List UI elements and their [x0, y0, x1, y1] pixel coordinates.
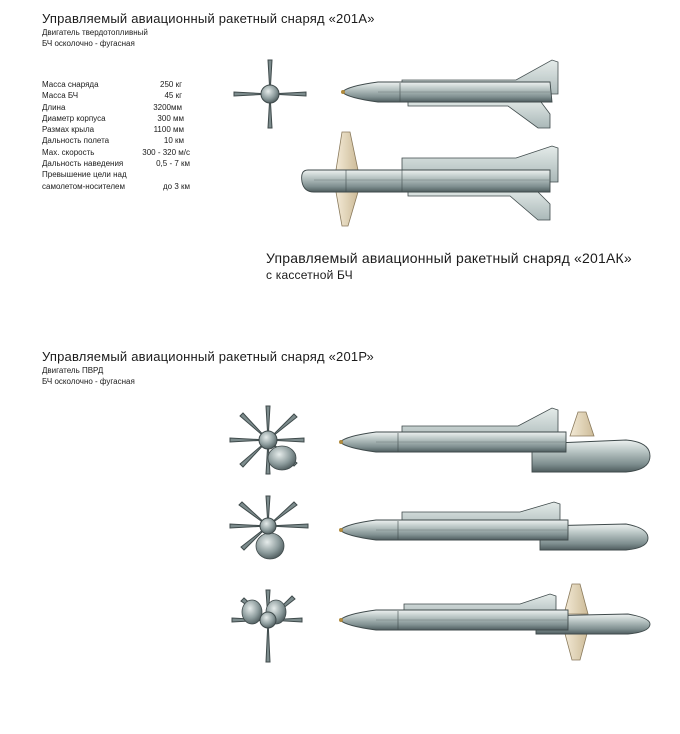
spec-value: 1100 мм [153, 125, 184, 135]
spec-value: 45 кг [164, 91, 182, 101]
spec-value: 250 кг [160, 80, 182, 89]
engine-201r: Двигатель ПВРД [42, 366, 104, 375]
missile-201a-side-view [338, 56, 570, 132]
missile-201r-front-view-3 [232, 590, 304, 664]
spec-row [42, 135, 190, 146]
title-201a: Управляемый авиационный ракетный снаряд «201А» [42, 11, 375, 26]
spec-value: 10 км [163, 136, 184, 146]
spec-row [42, 124, 190, 135]
spec-row [42, 79, 190, 90]
spec-row [42, 169, 190, 180]
spec-value: 300 - 320 м/с [142, 147, 190, 157]
spec-value: 0,5 - 7 км [156, 159, 190, 169]
warhead-201r: БЧ осколочно - фугасная [42, 377, 135, 386]
spec-label: Дальность наведения [42, 159, 124, 169]
spec-label: самолетом-носителем [42, 181, 125, 191]
spec-label: Размах крыла [42, 125, 95, 135]
engine-201a: Двигатель твердотопливный [42, 28, 148, 37]
title-201ak: Управляемый авиационный ракетный снаряд «201АК» [266, 250, 632, 266]
spec-value: 300 мм [157, 113, 184, 123]
spec-table-201a [42, 79, 190, 192]
spec-row [42, 113, 190, 124]
spec-row [42, 147, 190, 158]
missile-201r-front-view-2 [230, 496, 310, 562]
spec-label: Длина [42, 102, 66, 112]
spec-label: Мах. скорость [42, 147, 95, 157]
spec-row [42, 181, 190, 192]
spec-label: Масса БЧ [42, 91, 79, 101]
spec-label: Масса снаряда [42, 80, 99, 89]
missile-201ak-side-view [298, 130, 570, 232]
spec-label: Дальность полета [42, 136, 110, 146]
subtitle-201ak: с кассетной БЧ [266, 268, 353, 282]
missile-201r-side-view-2 [336, 500, 656, 560]
missile-201a-front-view [232, 58, 308, 130]
spec-label: Диаметр корпуса [42, 113, 106, 123]
missile-201r-side-view-1 [336, 404, 656, 482]
spec-value: 3200мм [153, 102, 182, 112]
spec-row [42, 158, 190, 169]
spec-row [42, 102, 190, 113]
warhead-201a: БЧ осколочно - фугасная [42, 39, 135, 48]
title-201r: Управляемый авиационный ракетный снаряд «201Р» [42, 349, 374, 364]
spec-row [42, 90, 190, 101]
spec-label: Превышение цели над [42, 170, 127, 180]
missile-201r-side-view-3 [336, 578, 656, 664]
spec-value: до 3 км [162, 181, 190, 191]
missile-201r-front-view-1 [230, 406, 306, 476]
